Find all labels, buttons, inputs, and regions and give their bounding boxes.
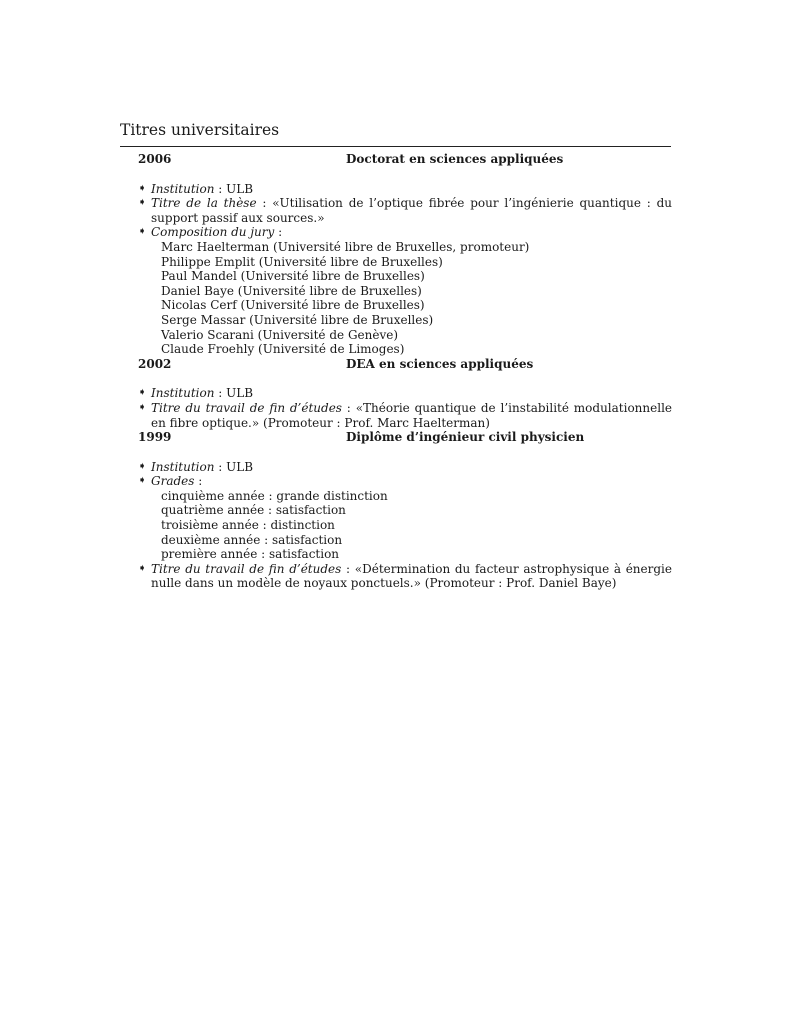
bullet-arrow-icon: ➧ [138,387,147,399]
final-work-label: Titre du travail de fin d’études [151,561,342,576]
degree-entry-2006 [138,152,672,357]
section-divider [120,146,671,147]
institution-value: ULB [226,181,254,196]
grade-line: première année : satisfaction [161,547,340,562]
bullet-arrow-icon: ➧ [138,182,147,194]
thesis-value: «Utilisation de l’optique fibrée pour l’ingénierie quantique : du support passif aux sources.» [151,196,672,225]
degree-year: 1999 [138,430,172,445]
jury-member: Nicolas Cerf (Université libre de Bruxelles) [161,298,425,313]
degree-header [138,430,672,445]
degree-title: Doctorat en sciences appliquées [346,152,564,166]
degree-title: Diplôme d’ingénieur civil physicien [346,430,585,445]
grades-list [138,489,672,562]
bullet-arrow-icon: ➧ [138,197,147,209]
institution-value: ULB [226,459,254,474]
final-work-item: ➧ Titre du travail de fin d’études : «Détermination du facteur astrophysique à énergie nulle dans un modèle de noyaux ponctuels.» (Promoteur : Prof. Daniel Baye) [138,561,672,591]
jury-member: Paul Mandel (Université libre de Bruxelles) [161,269,425,284]
institution-label: Institution [151,459,215,474]
final-work-item: ➧ Titre du travail de fin d’études : «Théorie quantique de l’instabilité modulationnelle en fibre optique.» (Promoteur : Prof. Marc Haelterman) [138,400,673,430]
grade-line: deuxième année : satisfaction [161,532,343,547]
degree-entry-1999 [138,430,672,591]
jury-member: Serge Massar (Université libre de Bruxelles) [161,312,434,327]
bullet-arrow-icon: ➧ [138,460,147,472]
institution-label: Institution [151,386,215,401]
jury-member: Philippe Emplit (Université libre de Bruxelles) [161,254,443,269]
institution-item: ➧ Institution : ULB [138,459,254,474]
degree-entry-2002 [138,357,672,430]
institution-value: ULB [226,386,254,401]
degree-year: 2002 [138,356,172,371]
grade-line: cinquième année : grande distinction [161,488,388,503]
jury-member: Claude Froehly (Université de Limoges) [161,342,405,357]
degree-header [138,152,672,167]
jury-member: Marc Haelterman (Université libre de Bruxelles, promoteur) [161,239,530,254]
institution-item: ➧ Institution : ULB [138,386,254,401]
thesis-label: Titre de la thèse [151,196,257,211]
grades-item: ➧ Grades : [138,474,203,489]
section-title: Titres universitaires [120,121,280,139]
grade-line: troisième année : distinction [161,518,335,533]
degree-header [138,357,672,372]
degree-title: DEA en sciences appliquées [346,356,534,371]
degree-year: 2006 [138,152,172,166]
degrees-list [138,152,672,591]
grade-line: quatrième année : satisfaction [161,503,346,518]
jury-member: Valerio Scarani (Université de Genève) [161,327,399,342]
jury-label: Composition du jury [151,225,275,240]
final-work-value: «Théorie quantique de l’instabilité modulationnelle en fibre optique.» (Promoteur : Prof. Marc Haelterman) [151,400,673,430]
institution-label: Institution [151,181,215,196]
institution-item: ➧ Institution : ULB [138,181,254,196]
bullet-arrow-icon: ➧ [138,226,147,238]
jury-list [138,240,672,357]
bullet-arrow-icon: ➧ [138,475,147,487]
bullet-arrow-icon: ➧ [138,401,147,413]
bullet-arrow-icon: ➧ [138,562,147,574]
thesis-item: ➧ Titre de la thèse : «Utilisation de l’optique fibrée pour l’ingénierie quantique : du support passif aux sources.» [138,196,672,225]
jury-member: Daniel Baye (Université libre de Bruxelles) [161,283,422,298]
final-work-value: «Détermination du facteur astrophysique à énergie nulle dans un modèle de noyaux ponctuels.» (Promoteur : Prof. Daniel Baye) [151,561,672,591]
jury-item: ➧ Composition du jury : [138,225,283,240]
final-work-label: Titre du travail de fin d’études [151,400,342,415]
grades-label: Grades [151,474,195,489]
